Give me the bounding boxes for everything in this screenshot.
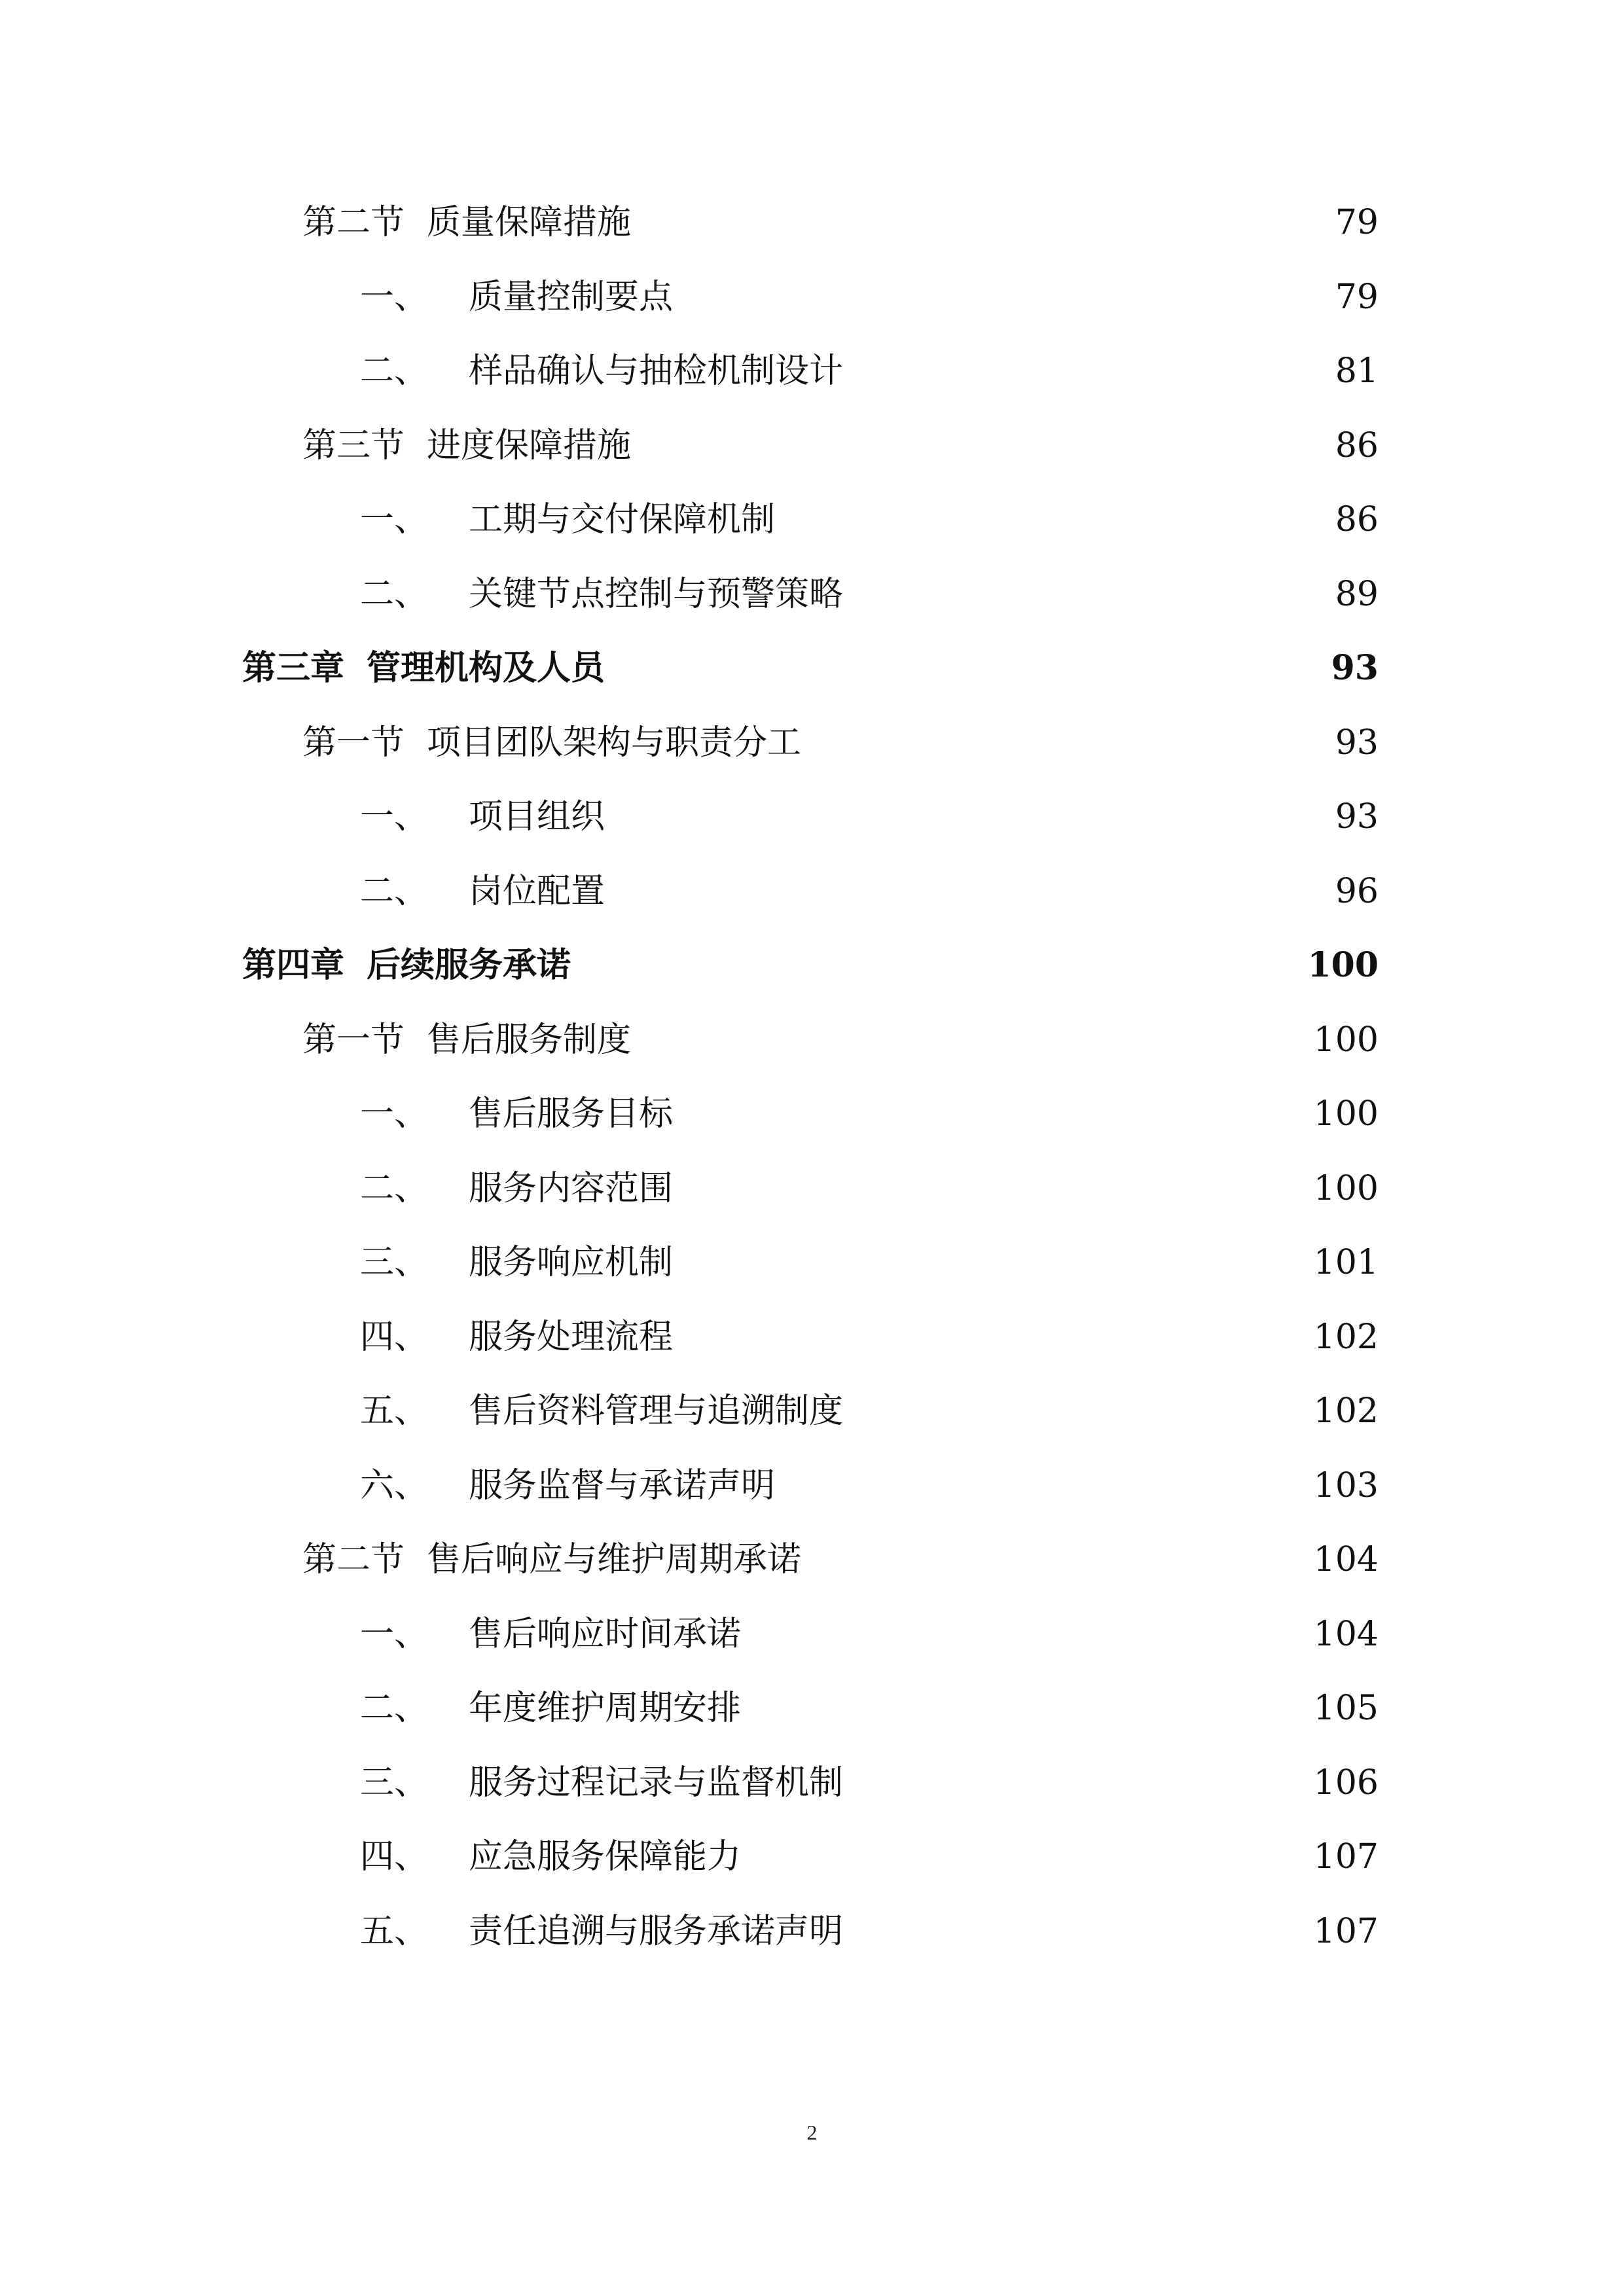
toc-subsection-entry[interactable] xyxy=(0,1162,1624,1215)
toc-entry-title: 服务过程记录与监督机制 xyxy=(469,1763,844,1803)
toc-subsection-entry[interactable] xyxy=(0,1385,1624,1437)
toc-entry-number: 第三章 xyxy=(242,648,345,688)
toc-entry-page: 86 xyxy=(1335,500,1379,539)
toc-entry-page: 89 xyxy=(1335,574,1379,614)
toc-entry-number: 第二节 xyxy=(302,1540,405,1579)
toc-entry-page: 107 xyxy=(1313,1837,1379,1876)
toc-entry-title: 服务内容范围 xyxy=(469,1168,674,1208)
toc-entry-page: 101 xyxy=(1313,1243,1379,1282)
toc-entry-number: 六、 xyxy=(360,1465,429,1505)
toc-subsection-entry[interactable] xyxy=(0,1757,1624,1809)
toc-entry-page: 105 xyxy=(1313,1689,1379,1728)
toc-entry-title: 质量保障措施 xyxy=(427,203,632,242)
toc-entry-page: 104 xyxy=(1313,1614,1379,1654)
toc-entry-title: 工期与交付保障机制 xyxy=(469,500,776,539)
toc-entry-number: 二、 xyxy=(360,351,429,391)
toc-dot-leader xyxy=(852,1757,1302,1809)
toc-section-entry[interactable] xyxy=(0,717,1624,769)
toc-entry-page: 96 xyxy=(1335,871,1379,911)
toc-dot-leader xyxy=(852,345,1324,397)
page-number: 2 xyxy=(806,2121,818,2144)
toc-entry-title: 年度维护周期安排 xyxy=(469,1689,742,1728)
toc-entry-page: 100 xyxy=(1313,1020,1379,1060)
toc-subsection-entry[interactable] xyxy=(0,791,1624,843)
toc-subsection-entry[interactable] xyxy=(0,1236,1624,1289)
toc-entry-page: 106 xyxy=(1313,1763,1379,1803)
toc-dot-leader xyxy=(614,791,1324,843)
toc-entry-title: 关键节点控制与预警策略 xyxy=(469,574,844,614)
toc-section-entry[interactable] xyxy=(0,196,1624,249)
toc-entry-title: 项目组织 xyxy=(469,797,605,836)
toc-entry-number: 第一节 xyxy=(302,723,405,762)
toc-dot-leader xyxy=(580,939,1295,992)
toc-entry-page: 107 xyxy=(1313,1911,1379,1951)
toc-chapter-entry[interactable] xyxy=(0,939,1624,992)
toc-dot-leader xyxy=(784,1460,1302,1512)
toc-subsection-entry[interactable] xyxy=(0,1905,1624,1958)
toc-dot-leader xyxy=(682,1236,1302,1289)
toc-entry-title: 服务监督与承诺声明 xyxy=(469,1465,776,1505)
toc-entry-page: 93 xyxy=(1335,723,1379,762)
toc-dot-leader xyxy=(682,1162,1302,1215)
toc-section-entry[interactable] xyxy=(0,1014,1624,1066)
toc-entry-number: 二、 xyxy=(360,574,429,614)
toc-entry-page: 104 xyxy=(1313,1540,1379,1579)
toc-dot-leader xyxy=(810,717,1324,769)
toc-subsection-entry[interactable] xyxy=(0,493,1624,546)
toc-subsection-entry[interactable] xyxy=(0,1460,1624,1512)
toc-subsection-entry[interactable] xyxy=(0,1682,1624,1734)
toc-entry-number: 二、 xyxy=(360,1689,429,1728)
toc-entry-title: 售后资料管理与追溯制度 xyxy=(469,1391,844,1431)
toc-entry-title: 售后响应与维护周期承诺 xyxy=(427,1540,802,1579)
toc-entry-title: 服务响应机制 xyxy=(469,1243,674,1282)
toc-subsection-entry[interactable] xyxy=(0,1088,1624,1140)
toc-subsection-entry[interactable] xyxy=(0,271,1624,323)
toc-dot-leader xyxy=(750,1608,1302,1660)
toc-entry-number: 一、 xyxy=(360,797,429,836)
toc-dot-leader xyxy=(682,271,1324,323)
toc-entry-page: 81 xyxy=(1335,351,1379,391)
toc-subsection-entry[interactable] xyxy=(0,1608,1624,1660)
toc-entry-page: 86 xyxy=(1335,425,1379,465)
toc-entry-title: 责任追溯与服务承诺声明 xyxy=(469,1911,844,1951)
toc-entry-title: 售后响应时间承诺 xyxy=(469,1614,742,1654)
toc-entry-page: 100 xyxy=(1313,1168,1379,1208)
toc-dot-leader xyxy=(640,1014,1302,1066)
toc-entry-title: 售后服务制度 xyxy=(427,1020,632,1060)
toc-entry-number: 四、 xyxy=(360,1837,429,1876)
toc-subsection-entry[interactable] xyxy=(0,1831,1624,1883)
toc-entry-page: 100 xyxy=(1313,1094,1379,1134)
toc-entry-title: 售后服务目标 xyxy=(469,1094,674,1134)
toc-entry-number: 五、 xyxy=(360,1911,429,1951)
toc-entry-number: 第一节 xyxy=(302,1020,405,1060)
toc-dot-leader xyxy=(614,865,1324,918)
toc-subsection-entry[interactable] xyxy=(0,865,1624,918)
toc-entry-title: 后续服务承诺 xyxy=(367,945,571,985)
toc-dot-leader xyxy=(852,1385,1302,1437)
toc-entry-title: 样品确认与抽检机制设计 xyxy=(469,351,844,391)
toc-subsection-entry[interactable] xyxy=(0,345,1624,397)
toc-entry-page: 93 xyxy=(1331,648,1379,688)
toc-dot-leader xyxy=(750,1682,1302,1734)
toc-entry-number: 第四章 xyxy=(242,945,345,985)
toc-dot-leader xyxy=(852,1905,1302,1958)
toc-entry-title: 进度保障措施 xyxy=(427,425,632,465)
toc-entry-number: 二、 xyxy=(360,1168,429,1208)
toc-dot-leader xyxy=(852,568,1324,620)
toc-entry-title: 岗位配置 xyxy=(469,871,605,911)
toc-dot-leader xyxy=(614,642,1320,694)
toc-entry-title: 项目团队架构与职责分工 xyxy=(427,723,802,762)
toc-entry-page: 100 xyxy=(1307,945,1379,985)
toc-section-entry[interactable] xyxy=(0,1534,1624,1586)
toc-entry-number: 一、 xyxy=(360,277,429,317)
toc-dot-leader xyxy=(810,1534,1302,1586)
toc-subsection-entry[interactable] xyxy=(0,1311,1624,1363)
toc-entry-number: 一、 xyxy=(360,1614,429,1654)
toc-entry-title: 质量控制要点 xyxy=(469,277,674,317)
toc-entry-title: 服务处理流程 xyxy=(469,1317,674,1357)
toc-dot-leader xyxy=(682,1088,1302,1140)
toc-dot-leader xyxy=(640,420,1324,472)
toc-dot-leader xyxy=(784,493,1324,546)
toc-dot-leader xyxy=(750,1831,1302,1883)
toc-entry-page: 79 xyxy=(1335,203,1379,242)
toc-entry-number: 第三节 xyxy=(302,425,405,465)
toc-entry-number: 二、 xyxy=(360,871,429,911)
toc-entry-page: 93 xyxy=(1335,797,1379,836)
toc-subsection-entry[interactable] xyxy=(0,568,1624,620)
toc-entry-number: 三、 xyxy=(360,1763,429,1803)
toc-entry-number: 第二节 xyxy=(302,203,405,242)
toc-entry-number: 三、 xyxy=(360,1243,429,1282)
toc-entry-title: 应急服务保障能力 xyxy=(469,1837,742,1876)
toc-entry-number: 一、 xyxy=(360,1094,429,1134)
toc-entry-number: 四、 xyxy=(360,1317,429,1357)
toc-entry-number: 一、 xyxy=(360,500,429,539)
toc-entry-number: 五、 xyxy=(360,1391,429,1431)
toc-chapter-entry[interactable] xyxy=(0,642,1624,694)
toc-entry-page: 102 xyxy=(1313,1391,1379,1431)
toc-entry-page: 103 xyxy=(1313,1465,1379,1505)
toc-entry-page: 102 xyxy=(1313,1317,1379,1357)
toc-dot-leader xyxy=(682,1311,1302,1363)
toc-dot-leader xyxy=(640,196,1324,249)
toc-section-entry[interactable] xyxy=(0,420,1624,472)
toc-entry-page: 79 xyxy=(1335,277,1379,317)
toc-entry-title: 管理机构及人员 xyxy=(367,648,605,688)
